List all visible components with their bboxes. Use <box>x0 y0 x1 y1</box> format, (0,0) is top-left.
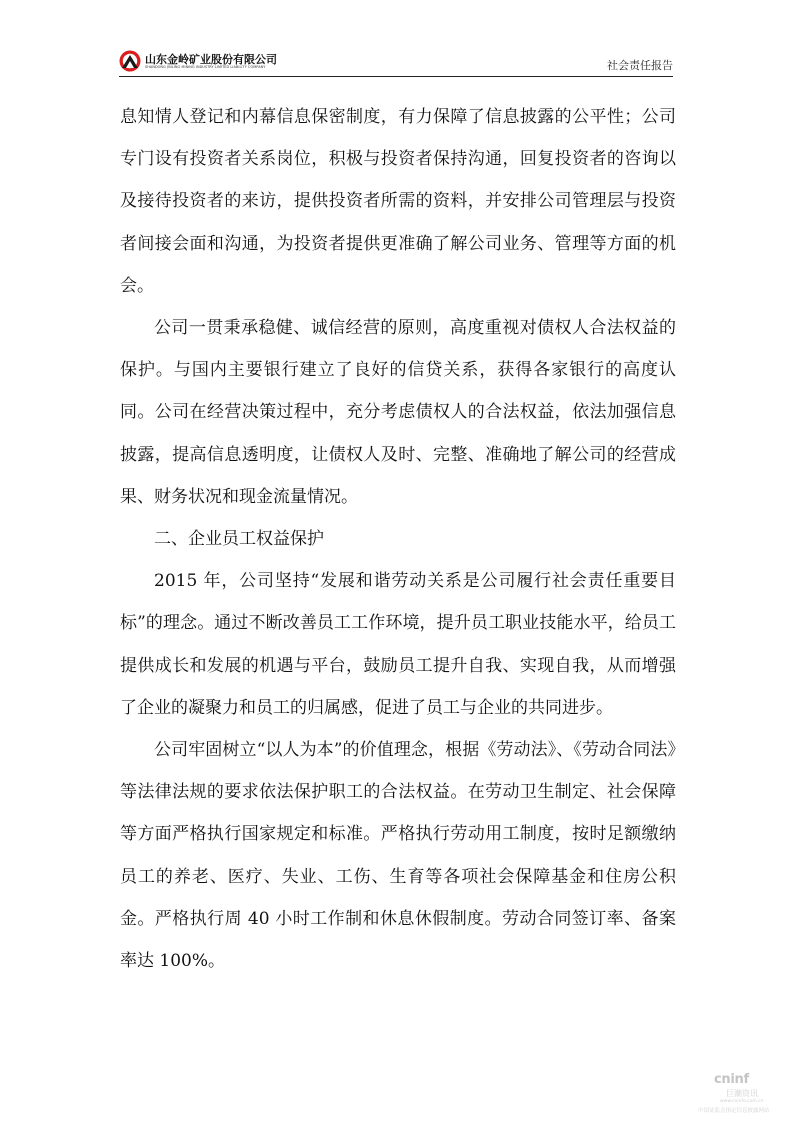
page-header <box>119 46 673 76</box>
document-body <box>120 96 676 982</box>
paragraph-labor-law: 公司牢固树立“以人为本”的价值理念，根据《劳动法》、《劳动合同法》等法律法规的要求依法保护职工的合法权益。在劳动卫生制定、社会保障等方面严格执行国家规定和标准。严格执行劳动用工制度，按时足额缴纳员工的养老、医疗、失业、工伤、生育等各项社会保障基金和住房公积金。严格执行周 40 小时工作制和休息休假制度。劳动合同签订率、备案率达 100%。 <box>120 740 676 972</box>
paragraph-creditor-rights: 公司一贯秉承稳健、诚信经营的原则，高度重视对债权人合法权益的保护。与国内主要银行建立了良好的信贷关系，获得各家银行的高度认同。公司在经营决策过程中，充分考虑债权人的合法权益，依法加强信息披露，提高信息透明度，让债权人及时、完整、准确地了解公司的经营成果、财务状况和现金流量情况。 <box>120 318 676 507</box>
company-name: 山东金岭矿业股份有限公司 <box>145 53 277 66</box>
header-divider <box>119 76 673 77</box>
company-name-en: SHANDONG JINLING MINING INDUSTRY LIMITED LIABILITY COMPANY <box>145 65 266 69</box>
cninfo-watermark <box>698 1072 776 1116</box>
cninfo-logo-text: cninf <box>714 1072 749 1087</box>
company-logo-icon <box>119 50 141 72</box>
cninfo-subtitle: 中国证监会指定信息披露网站 <box>698 1108 770 1114</box>
cninfo-url: www.cninfo.com.cn <box>720 1099 764 1104</box>
cninfo-logo-cn: 巨潮资讯 <box>726 1089 758 1098</box>
section-heading-employee-rights: 二、企业员工权益保护 <box>154 529 324 550</box>
paragraph-labor-relations: 2015 年，公司坚持“发展和谐劳动关系是公司履行社会责任重要目标”的理念。通过不断改善员工工作环境，提升员工职业技能水平，给员工提供成长和发展的机遇与平台，鼓励员工提升自我、实现自我，从而增强了企业的凝聚力和员工的归属感，促进了员工与企业的共同进步。 <box>120 571 676 718</box>
paragraph-investor-relations: 息知情人登记和内幕信息保密制度，有力保障了信息披露的公平性；公司专门设有投资者关系岗位，积极与投资者保持沟通，回复投资者的咨询以及接待投资者的来访，提供投资者所需的资料，并安排公司管理层与投资者间接会面和沟通，为投资者提供更准确了解公司业务、管理等方面的机会。 <box>120 107 676 296</box>
report-title: 社会责任报告 <box>607 59 673 72</box>
